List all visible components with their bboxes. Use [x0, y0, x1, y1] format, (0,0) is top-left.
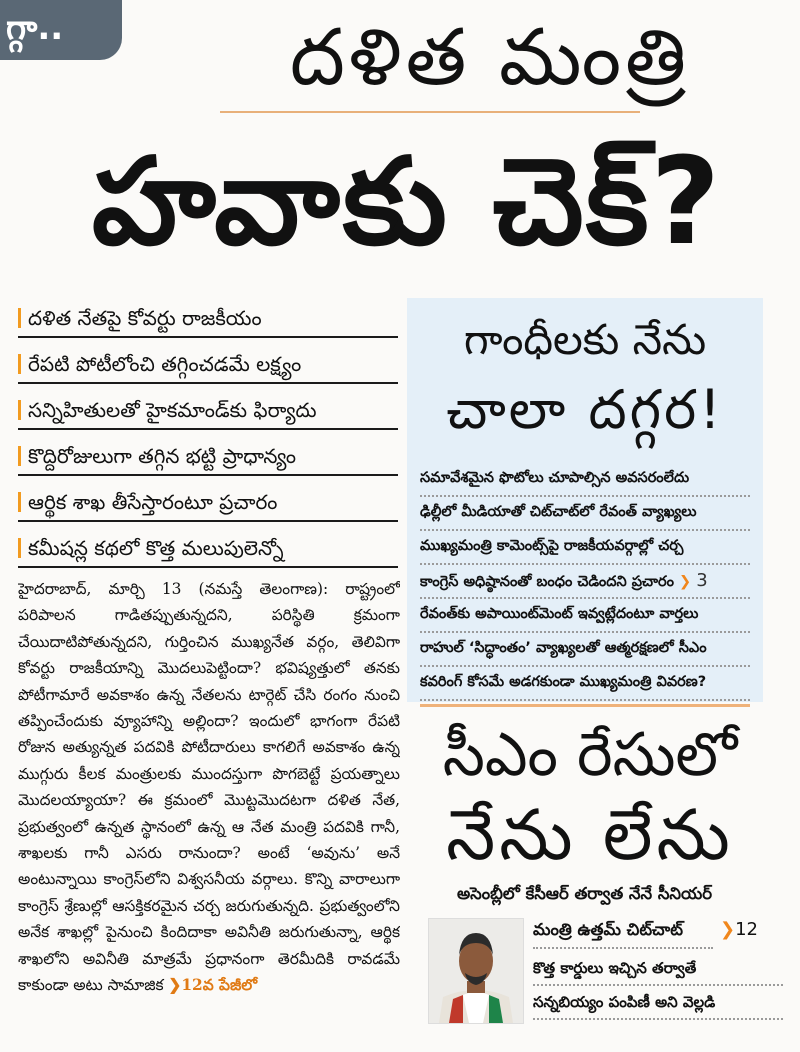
sidebar-line-text: రేవంత్‌కు అపాయింట్‌మెంట్ ఇవ్వట్లేదంటూ వార్తలు: [420, 606, 699, 622]
bullet-text: కొద్దిరోజులుగా తగ్గిన భట్టి ప్రాధాన్యం: [28, 444, 297, 468]
sidebar-line-text: ఢిల్లీలో మీడియాతో చిట్‌చాట్‌లో రేవంత్ వ్యాఖ్యలు: [420, 504, 697, 520]
sidebar-line-text: కాంగ్రెస్ అధిష్ఠానంతో బంధం చెడిందని ప్రచారం: [420, 574, 674, 590]
sidebar-line-text: కవరింగ్ కోసమే అడగకుండా ముఖ్యమంత్రి వివరణ?: [420, 674, 707, 690]
cm-headline-2: నేను లేను: [446, 794, 734, 876]
chitchat-line: సన్నబియ్యం పంపిణీ అని వెల్లడి: [533, 986, 783, 1020]
continued-link[interactable]: [168, 976, 257, 994]
sidebar-line-text: సమావేశమైన ఫొటోలు చూపాల్సిన అవసరంలేదు: [420, 470, 690, 486]
sidebar-headline-1: గాంధీలకు నేను: [463, 315, 707, 364]
sidebar-line: [420, 632, 750, 667]
section-divider: [420, 704, 750, 707]
sidebar-line: [420, 666, 750, 701]
sidebar-line-text: ముఖ్యమంత్రి కామెంట్స్‌పై రాజకీయవర్గాల్లో చర్చ: [420, 538, 684, 554]
bullet-1: [18, 300, 398, 338]
section-tab: గ్గా..: [0, 0, 122, 60]
bullet-6: [18, 530, 398, 568]
minister-photo: [428, 918, 524, 1024]
bullet-2: [18, 346, 398, 384]
sidebar-line: [420, 564, 750, 599]
cm-subheadline: అసెంబ్లీలో కేసీఆర్ తర్వాత నేనే సీనియర్: [456, 884, 712, 903]
bullet-text: దళిత నేతపై కోవర్టు రాజకీయం: [28, 306, 262, 330]
chitchat-line: కొత్త కార్డులు ఇచ్చిన తర్వాతే: [533, 952, 783, 986]
bullet-text: ఆర్థిక శాఖ తీసేస్తారంటూ ప్రచారం: [28, 490, 278, 514]
kicker-headline: దళిత మంత్రి: [289, 13, 691, 103]
chitchat-label: మంత్రి ఉత్తమ్ చిట్‌చాట్: [533, 913, 713, 949]
bullet-3: [18, 392, 398, 430]
sidebar-line: [420, 496, 750, 531]
main-headline: హవాకు చెక్?: [91, 133, 723, 272]
bullet-5: [18, 484, 398, 522]
arrow-icon: ❯: [720, 919, 736, 940]
page-ref[interactable]: 3: [696, 570, 708, 591]
chitchat-lines: [533, 952, 783, 1022]
cm-headline-1: సీఎం రేసులో: [442, 720, 738, 790]
sidebar-headline-2: చాలా దగ్గర!: [446, 378, 724, 441]
bullet-4: [18, 438, 398, 476]
sidebar-line-text: రాహుల్ ‘సిద్ధాంతం’ వ్యాఖ్యలతో ఆత్మరక్షణలో సీఎం: [420, 640, 707, 656]
arrow-icon: ❯: [168, 976, 182, 995]
bullet-text: కమీషన్ల కథలో కొత్త మలుపులెన్నో: [28, 536, 284, 560]
chitchat-page-ref[interactable]: [720, 913, 780, 947]
page-ref-number: 12: [735, 919, 758, 940]
continued-text: 12వ పేజీలో: [181, 976, 258, 995]
sidebar-line: [420, 530, 750, 565]
bullet-text: రేపటి పోటీలోంచి తగ్గించడమే లక్ష్యం: [28, 352, 302, 376]
bullet-text: సన్నిహితులతో హైకమాండ్‌కు ఫిర్యాదు: [28, 398, 317, 422]
article-body: [18, 576, 400, 1026]
sidebar-line: [420, 598, 750, 633]
portrait-icon: [429, 919, 523, 1023]
kicker-divider: [220, 111, 640, 113]
article-text: హైదరాబాద్, మార్చి 13 (నమస్తే తెలంగాణ): రాష్ట్రంలో పరిపాలన గాడితప్పుతున్నదని, పరిస్థితి క్రమంగా చేయిదాటిపోతున్నదని, గుర్తించిన ముఖ్యనేత వర్గం, తెలివిగా కోవర్టు రాజకీయాన్ని మొదలుపెట్టిందా? భవిష్యత్తులో తనకు పోటీగామారే అవకాశం ఉన్న నేతలను టార్గెట్ చేసి రంగం నుంచి తప్పించేందుకు వ్యూహాన్ని అల్లిందా? ఇందులో భాగంగా రేపటి రోజున అత్యున్నత పదవికి పోటీదారులు కాగలిగే అవకాశం ఉన్న ముగ్గురు కీలక మంత్రులకు ముందస్తుగా పొగబెట్టే ప్రయత్నాలు మొదలయ్యాయా? ఈ క్రమంలో మొట్టమొదటగా దళిత నేత, ప్రభుత్వంలో ఉన్నత స్థానంలో ఉన్న ఆ నేత మంత్రి పదవికి గానీ, శాఖలకు గానీ ఎసరు రానుందా? అంటే ‘అవును’ అనే అంటున్నాయి కాంగ్రెస్‌లోని విశ్వసనీయ వర్గాలు. కొన్ని వారాలుగా కాంగ్రెస్ శ్రేణుల్లో ఆసక్తికరమైన చర్చ జరుగుతున్నది. ప్రభుత్వంలోని అనేక శాఖల్లో పైనుంచి కిందిదాకా అవినీతి జరుగుతున్నా, ఆర్థిక శాఖలోని అవినీతి మాత్రమే ప్రధానంగా తెరమీదికి రావడమే కాకుండా అటు సామాజిక: [18, 580, 400, 995]
sidebar-line: [420, 462, 750, 497]
arrow-icon: ❯: [679, 574, 692, 590]
